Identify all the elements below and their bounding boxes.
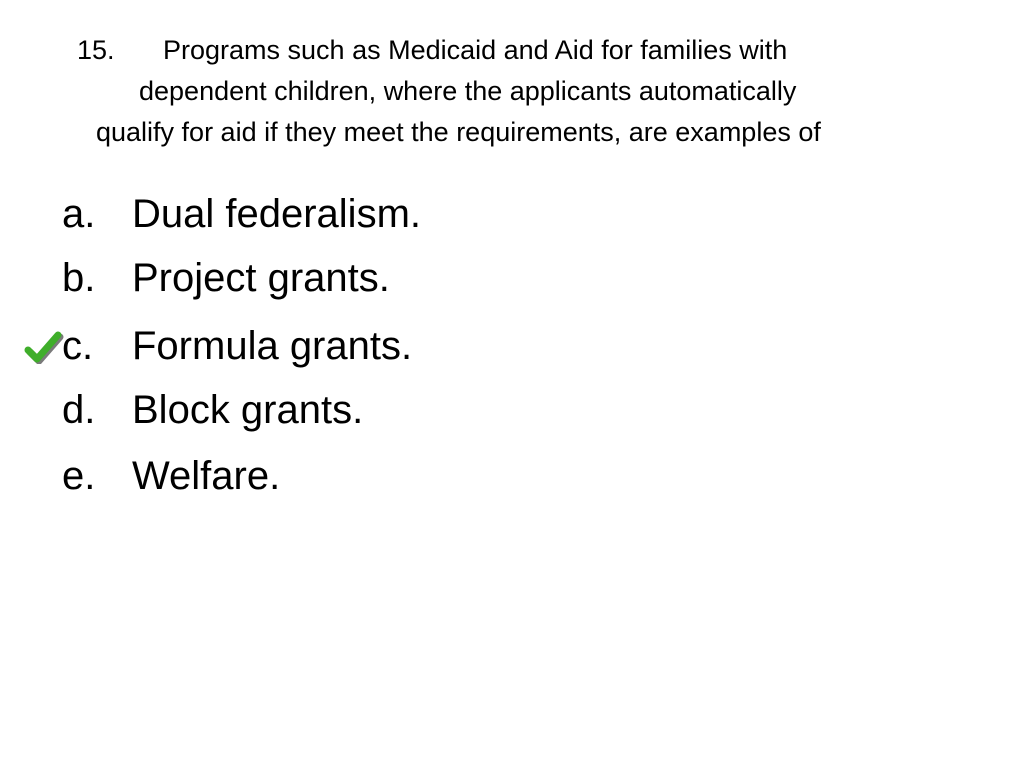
question-text-line-1: Programs such as Medicaid and Aid for families with (163, 35, 788, 65)
option-a[interactable] (0, 188, 700, 248)
option-letter: d. (62, 388, 96, 432)
question-text-line-3: qualify for aid if they meet the requirements, are examples of (96, 117, 821, 147)
option-letter: a. (62, 192, 96, 236)
option-letter: b. (62, 256, 96, 300)
option-letter: e. (62, 454, 96, 498)
option-text: Project grants. (132, 256, 390, 300)
check-icon (24, 330, 64, 364)
option-text: Welfare. (132, 454, 281, 498)
option-letter: c. (62, 324, 94, 368)
option-text: Formula grants. (132, 324, 413, 368)
option-e[interactable] (0, 450, 700, 510)
option-text: Block grants. (132, 388, 364, 432)
option-c[interactable] (0, 320, 700, 380)
option-b[interactable] (0, 252, 700, 312)
option-text: Dual federalism. (132, 192, 422, 236)
question-number: 15. (77, 35, 115, 65)
option-d[interactable] (0, 384, 700, 444)
question-text-line-2: dependent children, where the applicants automatically (139, 76, 797, 106)
